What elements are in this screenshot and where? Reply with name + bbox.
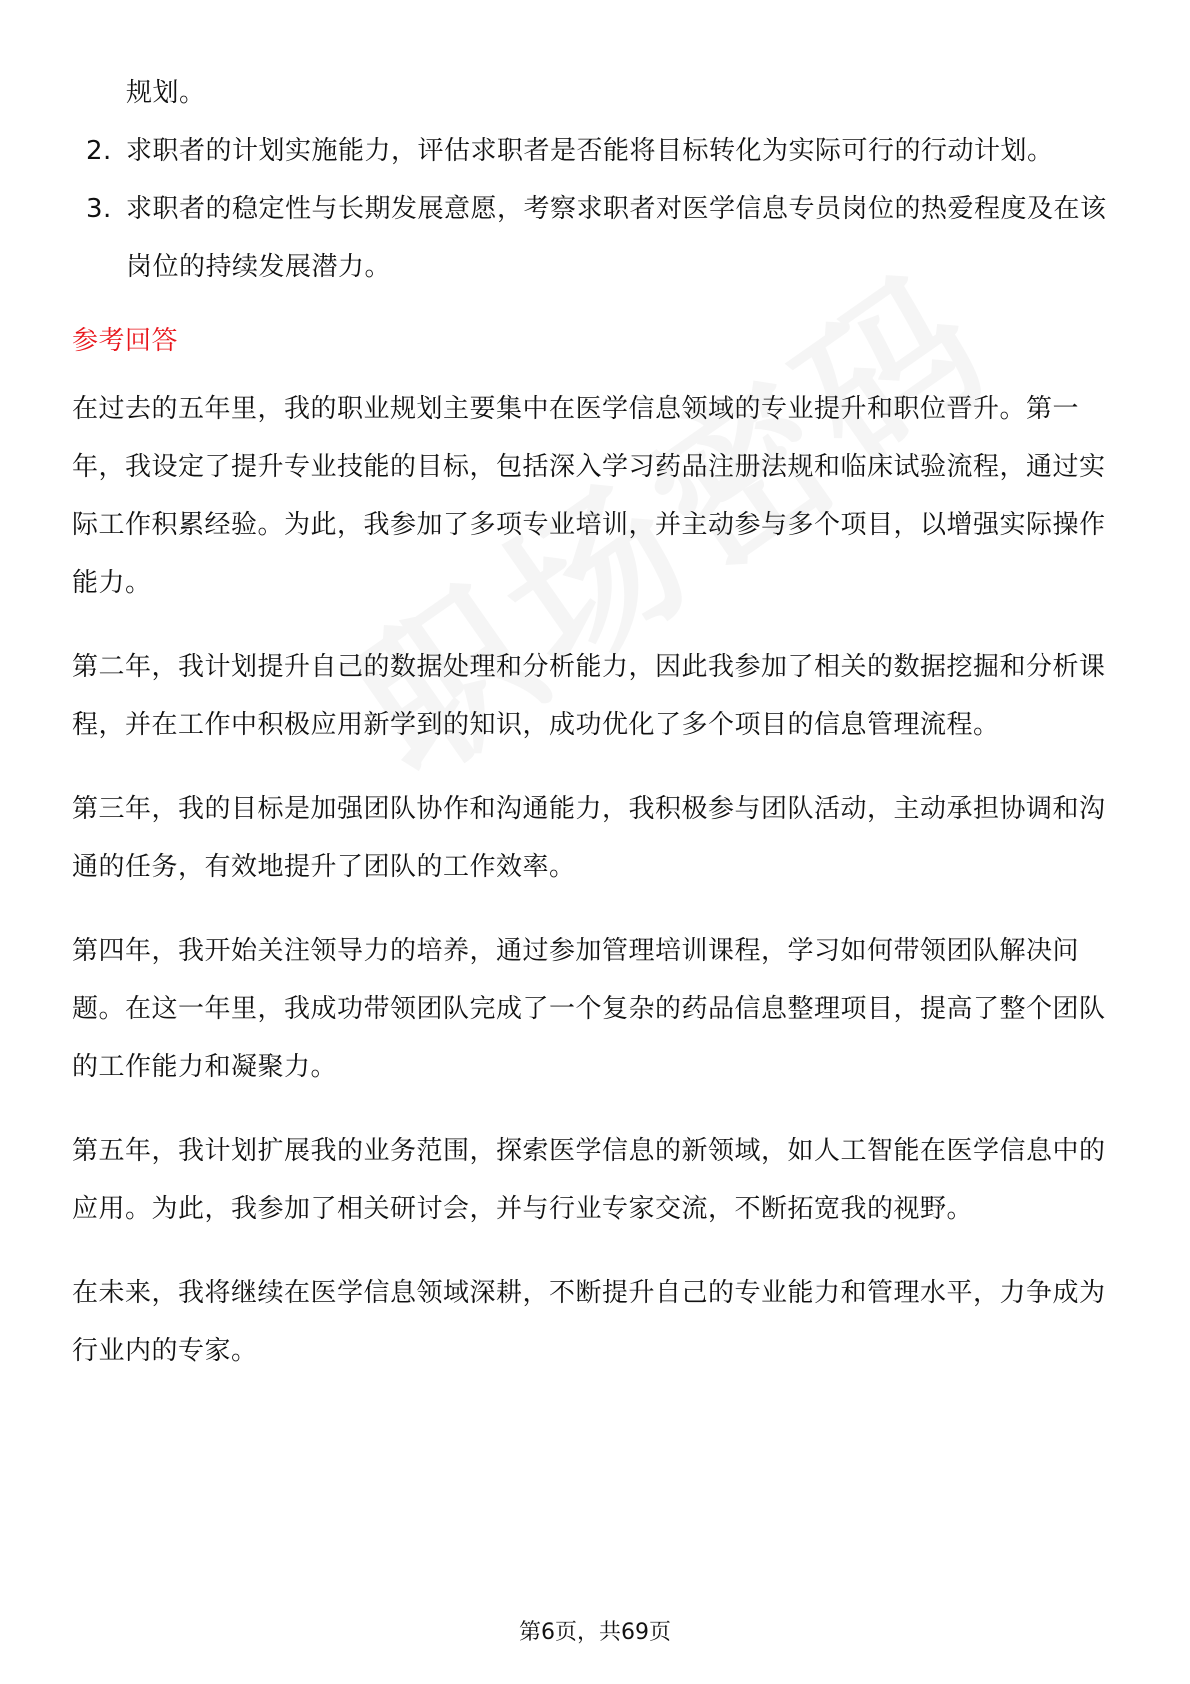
paragraph: 第四年，我开始关注领导力的培养，通过参加管理培训课程，学习如何带领团队解决问题。在这一年里，我成功带领团队完成了一个复杂的药品信息整理项目，提高了整个团队的工作能力和凝聚力。 [72,936,1106,1082]
page-number: 第6页，共69页 [519,1620,671,1645]
list-item-text: 求职者的稳定性与长期发展意愿，考察求职者对医学信息专员岗位的热爱程度及在该岗位的持续发展潜力。 [126,194,1107,282]
paragraph: 在未来，我将继续在医学信息领域深耕，不断提升自己的专业能力和管理水平，力争成为行业内的专家。 [72,1278,1106,1366]
page-content [72,64,1118,1406]
section-title: 参考回答 [72,326,179,356]
paragraph: 第五年，我计划扩展我的业务范围，探索医学信息的新领域，如人工智能在医学信息中的应用。为此，我参加了相关研讨会，并与行业专家交流，不断拓宽我的视野。 [72,1136,1106,1224]
paragraph: 第三年，我的目标是加强团队协作和沟通能力，我积极参与团队活动，主动承担协调和沟通的任务，有效地提升了团队的工作效率。 [72,794,1106,882]
list-item-number: 3. [86,194,112,224]
list-item-text: 求职者的计划实施能力，评估求职者是否能将目标转化为实际可行的行动计划。 [126,136,1054,166]
list-item [72,180,1118,296]
paragraph: 在过去的五年里，我的职业规划主要集中在医学信息领域的专业提升和职位晋升。第一年，我设定了提升专业技能的目标，包括深入学习药品注册法规和临床试验流程，通过实际工作积累经验。为此，我参加了多项专业培训，并主动参与多个项目，以增强实际操作能力。 [72,394,1106,598]
list-item-number: 2. [86,136,112,166]
paragraph: 第二年，我计划提升自己的数据处理和分析能力，因此我参加了相关的数据挖掘和分析课程，并在工作中积极应用新学到的知识，成功优化了多个项目的信息管理流程。 [72,652,1106,740]
list-item-continuation: 规划。 [126,78,206,108]
list-item [72,122,1118,180]
